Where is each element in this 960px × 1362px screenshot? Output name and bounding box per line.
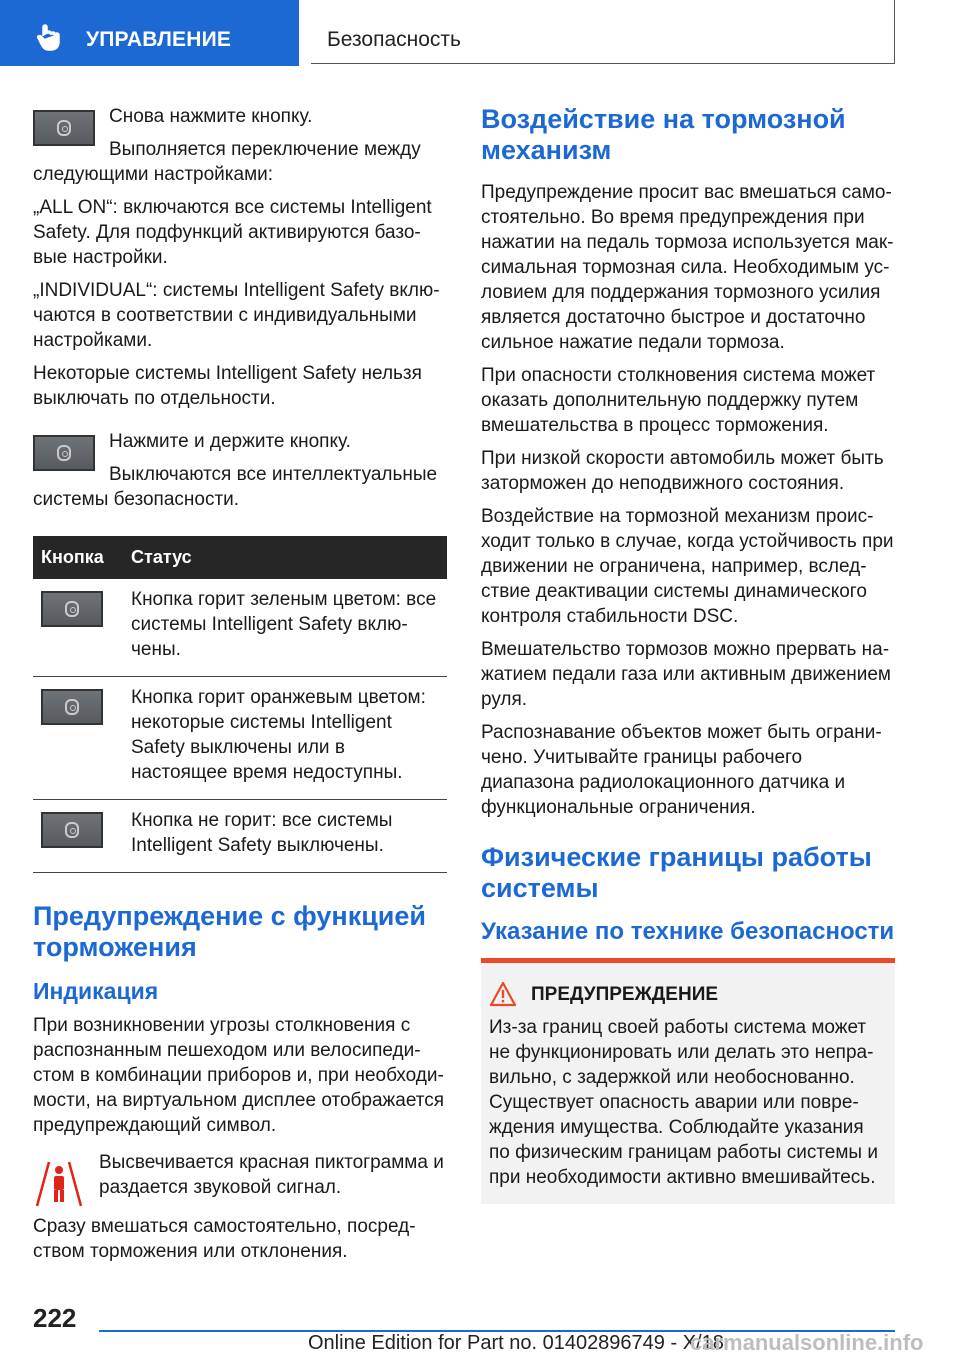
section-label: УПРАВЛЕНИЕ xyxy=(86,28,232,51)
table-row xyxy=(33,677,447,800)
hand-pointer-icon xyxy=(34,22,64,52)
pedestrian-warning-row xyxy=(33,1150,447,1200)
page-title: Безопасность xyxy=(327,28,461,51)
paragraph: Сразу вмешаться самостоятельно, посредством торможения или отклонения. xyxy=(33,1216,416,1262)
paragraph: Некоторые системы Intelligent Safety нельзя выключать по отдельности. xyxy=(33,363,422,409)
button-instruction-1 xyxy=(33,104,447,129)
button-orange-icon xyxy=(41,689,103,725)
left-column xyxy=(33,104,447,1272)
pedestrian-warning-icon xyxy=(33,1158,85,1210)
table-row xyxy=(33,800,447,873)
table-header-status: Статус xyxy=(123,536,447,579)
section-heading: Физические границы работы системы xyxy=(481,842,872,903)
paragraph: Воздействие на тормозной механизм происходит только в случае, когда устойчивость при движении не ограничена, например, вследствие деактивации системы динамического контроля стабильности DSC. xyxy=(481,506,894,627)
button-off-icon xyxy=(41,812,103,848)
paragraph: При низкой скорости автомобиль может быть заторможен до неподвижного состояния. xyxy=(481,448,884,494)
table-cell: Кнопка не горит: все системы Intelligent Safety выключены. xyxy=(123,800,447,873)
subsection-heading: Индикация xyxy=(33,978,159,1004)
status-table xyxy=(33,536,447,873)
intelligent-safety-button-icon xyxy=(33,110,95,146)
paragraph: Предупреждение просит вас вмешаться самостоятельно. Во время предупреждения при нажатии на педаль тормоза используется максимальная тормозная сила. Необходимым условием для поддержания тормозного усилия является достаточно быстрое и достаточно сильное нажатие педали тормоза. xyxy=(481,182,894,353)
warning-text: Из-за границ своей работы система может не функционировать или делать это неправильно, с задержкой или необоснованно. Существует опасность аварии или повреждения имущества. Соблюдайте указания по физическим границам работы системы и при необходимости активно вмешивайтесь. xyxy=(489,1017,878,1188)
table-row xyxy=(33,579,447,677)
paragraph: Снова нажмите кнопку. xyxy=(109,106,313,127)
table-cell: Кнопка горит зеленым цветом: все системы Intelligent Safety включены. xyxy=(123,579,447,677)
paragraph: Высвечивается красная пиктограмма и раздается звуковой сигнал. xyxy=(99,1152,444,1198)
footer-edition: Online Edition for Part no. 01402896749 - X/18 xyxy=(308,1332,724,1354)
right-column xyxy=(481,104,895,1204)
warning-triangle-icon xyxy=(489,981,517,1007)
paragraph: Выполняется переключение между следующими настройками: xyxy=(33,139,421,185)
paragraph: Распознавание объектов может быть ограничено. Учитывайте границы рабочего диапазона радиолокационного датчика и функциональные ограничения. xyxy=(481,722,882,818)
table-header-button: Кнопка xyxy=(33,536,123,579)
section-heading: Воздействие на тормозной механизм xyxy=(481,104,846,165)
paragraph: „ALL ON“: включаются все системы Intelligent Safety. Для подфункций активируются базовые настройки. xyxy=(33,197,432,268)
page-number: 222 xyxy=(33,1303,77,1333)
paragraph: „INDIVIDUAL“: системы Intelligent Safety включаются в соответствии с индивидуальными настройками. xyxy=(33,280,440,351)
button-green-icon xyxy=(41,591,103,627)
subsection-heading: Указание по технике безопасности xyxy=(481,918,895,945)
paragraph: Вмешательство тормозов можно прервать нажатием педали газа или активным движением руля. xyxy=(481,639,891,710)
section-tab[interactable] xyxy=(0,0,299,66)
footer-watermark: carmanualsonline.info xyxy=(690,1330,924,1355)
page-header xyxy=(311,0,895,64)
table-cell: Кнопка горит оранжевым цветом: некоторые системы Intelligent Safety выключены или в настоящее время недоступны. xyxy=(123,677,447,800)
paragraph: При опасности столкновения система может оказать дополнительную поддержку путем вмешательства в процесс торможения. xyxy=(481,365,876,436)
paragraph: Выключаются все интеллектуальные системы безопасности. xyxy=(33,464,438,510)
paragraph: Нажмите и держите кнопку. xyxy=(109,431,351,452)
button-instruction-2 xyxy=(33,429,447,454)
intelligent-safety-button-icon xyxy=(33,435,95,471)
warning-box xyxy=(481,958,895,1204)
paragraph: При возникновении угрозы столкновения с распознанным пешеходом или велосипедистом в комбинации приборов и, при необходимости, на виртуальном дисплее отображается предупреждающий символ. xyxy=(33,1015,445,1136)
warning-title: ПРЕДУПРЕЖДЕНИЕ xyxy=(531,983,719,1005)
section-heading: Предупреждение с функцией торможения xyxy=(33,901,427,962)
